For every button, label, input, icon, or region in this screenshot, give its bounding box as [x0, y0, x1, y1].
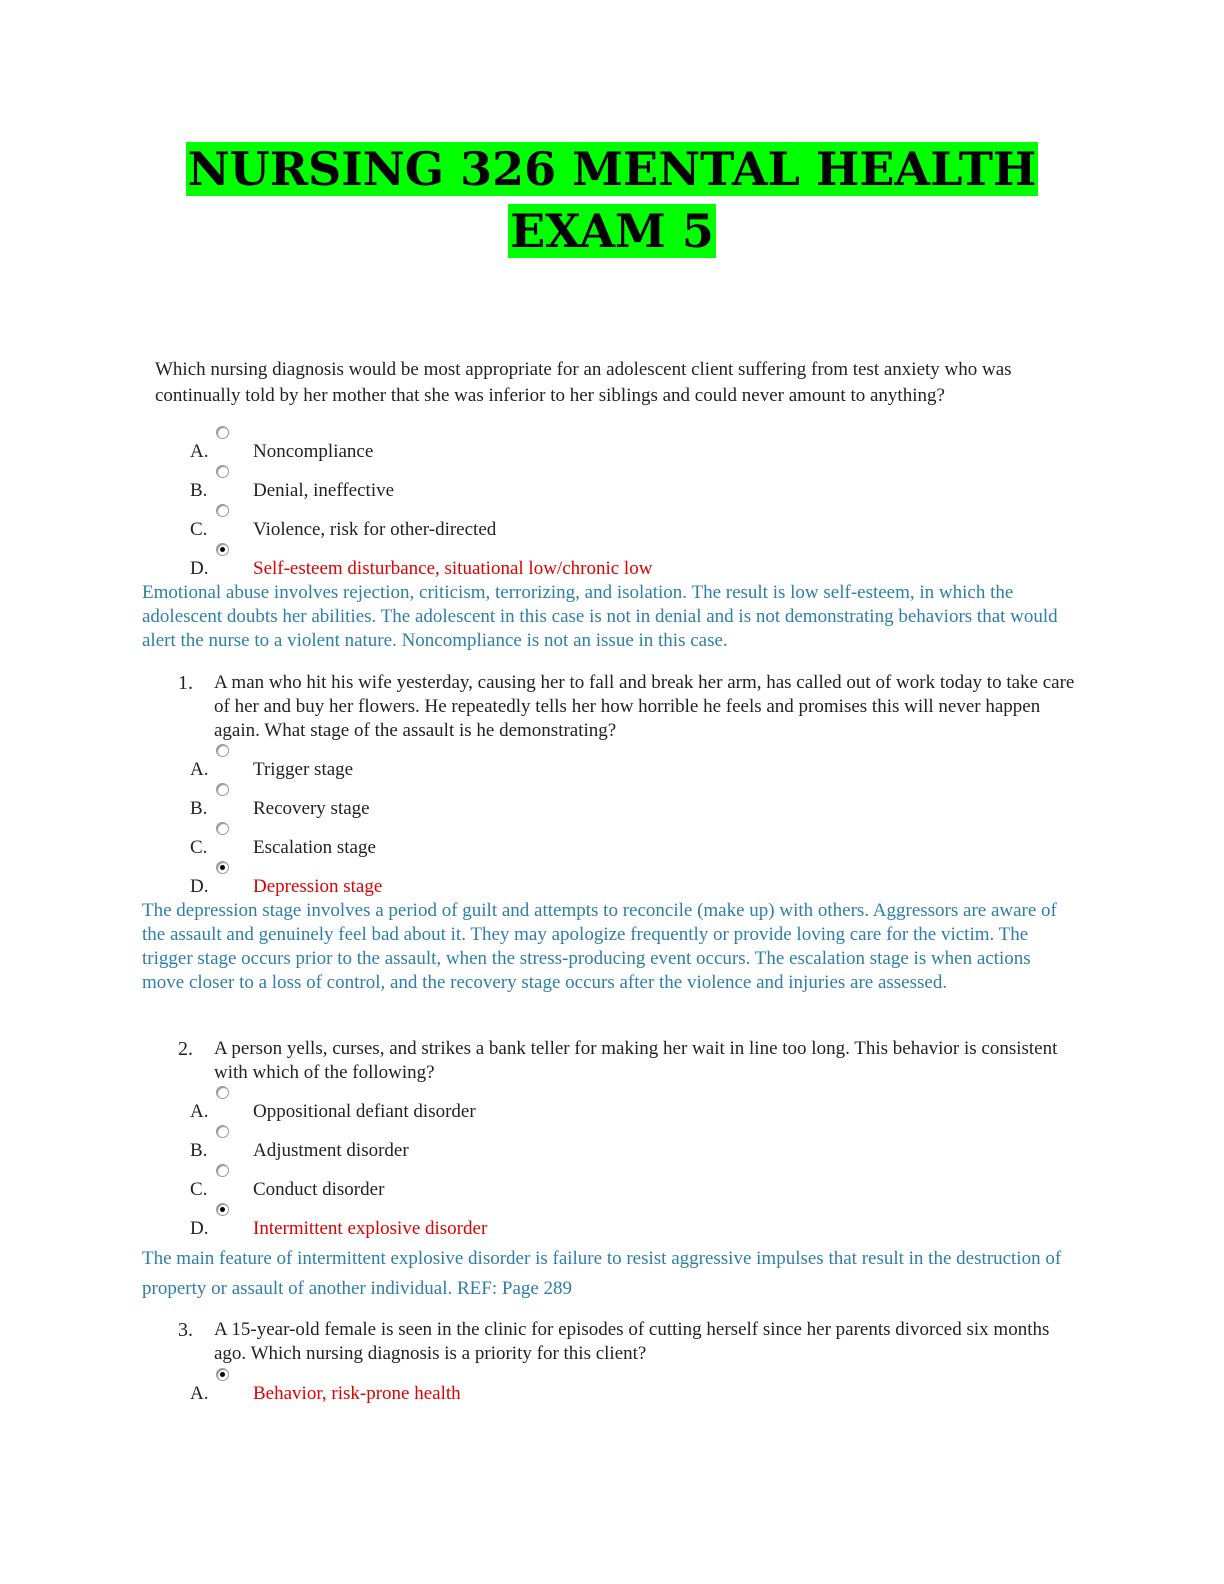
option-letter: D.	[190, 876, 209, 897]
radio-button[interactable]	[216, 1164, 229, 1177]
correct-answer-text: Depression stage	[253, 876, 383, 897]
question-3	[178, 1318, 1078, 1366]
option-letter: B.	[190, 798, 208, 819]
option-letter: A.	[190, 1383, 209, 1404]
option-letter: C.	[190, 837, 208, 858]
option-text: Denial, ineffective	[253, 480, 395, 501]
option-letter: B.	[190, 1140, 208, 1161]
question-2	[178, 1037, 1078, 1085]
title-line-1: NURSING 326 MENTAL HEALTH	[187, 142, 1037, 196]
question-text: A 15-year-old female is seen in the clinic for episodes of cutting herself since her parents divorced six months ago. Which nursing diagnosis is a priority for this client?	[214, 1319, 1050, 1364]
radio-button[interactable]	[216, 504, 229, 517]
radio-button[interactable]	[216, 822, 229, 835]
question-number: 1.	[178, 672, 193, 694]
title-line-2: EXAM 5	[510, 204, 714, 258]
radio-button-selected[interactable]	[216, 1368, 229, 1381]
option-text: Oppositional defiant disorder	[253, 1101, 476, 1122]
radio-button-selected[interactable]	[216, 861, 229, 874]
option-letter: C.	[190, 519, 208, 540]
question-number: 3.	[178, 1319, 193, 1341]
question-text: A man who hit his wife yesterday, causing her to fall and break her arm, has called out of work today to take care of her and buy her flowers. He repeatedly tells her how horrible he feels and promises this will never happen again. What stage of the assault is he demonstrating?	[214, 672, 1075, 741]
option-letter: A.	[190, 441, 209, 462]
document-title	[0, 138, 1224, 262]
question-text: Which nursing diagnosis would be most appropriate for an adolescent client suffering from test anxiety who was continually told by her mother that she was inferior to her siblings and could never amount to anything?	[155, 359, 1012, 406]
option-text: Conduct disorder	[253, 1179, 385, 1200]
radio-button-selected[interactable]	[216, 543, 229, 556]
option-text: Recovery stage	[253, 798, 370, 819]
option-letter: A.	[190, 1101, 209, 1122]
question-text: A person yells, curses, and strikes a bank teller for making her wait in line too long. This behavior is consistent with which of the following?	[214, 1038, 1058, 1083]
option-letter: D.	[190, 558, 209, 579]
rationale-text: Emotional abuse involves rejection, criticism, terrorizing, and isolation. The result is low self-esteem, in which the adolescent doubts her abilities. The adolescent in this case is not in denial and is not demonstrating behaviors that would alert the nurse to a violent nature. Noncompliance is not an issue in this case.	[142, 582, 1058, 651]
option-text: Trigger stage	[253, 759, 354, 780]
option-text: Noncompliance	[253, 441, 374, 462]
radio-button[interactable]	[216, 426, 229, 439]
correct-answer-text: Self-esteem disturbance, situational low/chronic low	[253, 558, 653, 579]
correct-answer-text: Intermittent explosive disorder	[253, 1218, 488, 1239]
option-letter: A.	[190, 759, 209, 780]
question-1	[178, 671, 1078, 743]
radio-button[interactable]	[216, 744, 229, 757]
option-text: Adjustment disorder	[253, 1140, 409, 1161]
radio-button[interactable]	[216, 1125, 229, 1138]
rationale-text: The main feature of intermittent explosive disorder is failure to resist aggressive impulses that result in the destruction of property or assault of another individual. REF: Page 289	[142, 1248, 1062, 1299]
radio-button-selected[interactable]	[216, 1203, 229, 1216]
radio-button[interactable]	[216, 465, 229, 478]
option-text: Escalation stage	[253, 837, 376, 858]
option-text: Violence, risk for other-directed	[253, 519, 497, 540]
option-letter: B.	[190, 480, 208, 501]
option-letter: C.	[190, 1179, 208, 1200]
radio-button[interactable]	[216, 1086, 229, 1099]
option-letter: D.	[190, 1218, 209, 1239]
rationale-text: The depression stage involves a period of guilt and attempts to reconcile (make up) with others. Aggressors are aware of the assault and genuinely feel bad about it. They may apologize frequently or provide loving care for the victim. The trigger stage occurs prior to the assault, when the stress-producing event occurs. The escalation stage is when actions move closer to a loss of control, and the recovery stage occurs after the violence and injuries are assessed.	[142, 900, 1057, 993]
question-number: 2.	[178, 1038, 193, 1060]
correct-answer-text: Behavior, risk-prone health	[253, 1383, 461, 1404]
radio-button[interactable]	[216, 783, 229, 796]
